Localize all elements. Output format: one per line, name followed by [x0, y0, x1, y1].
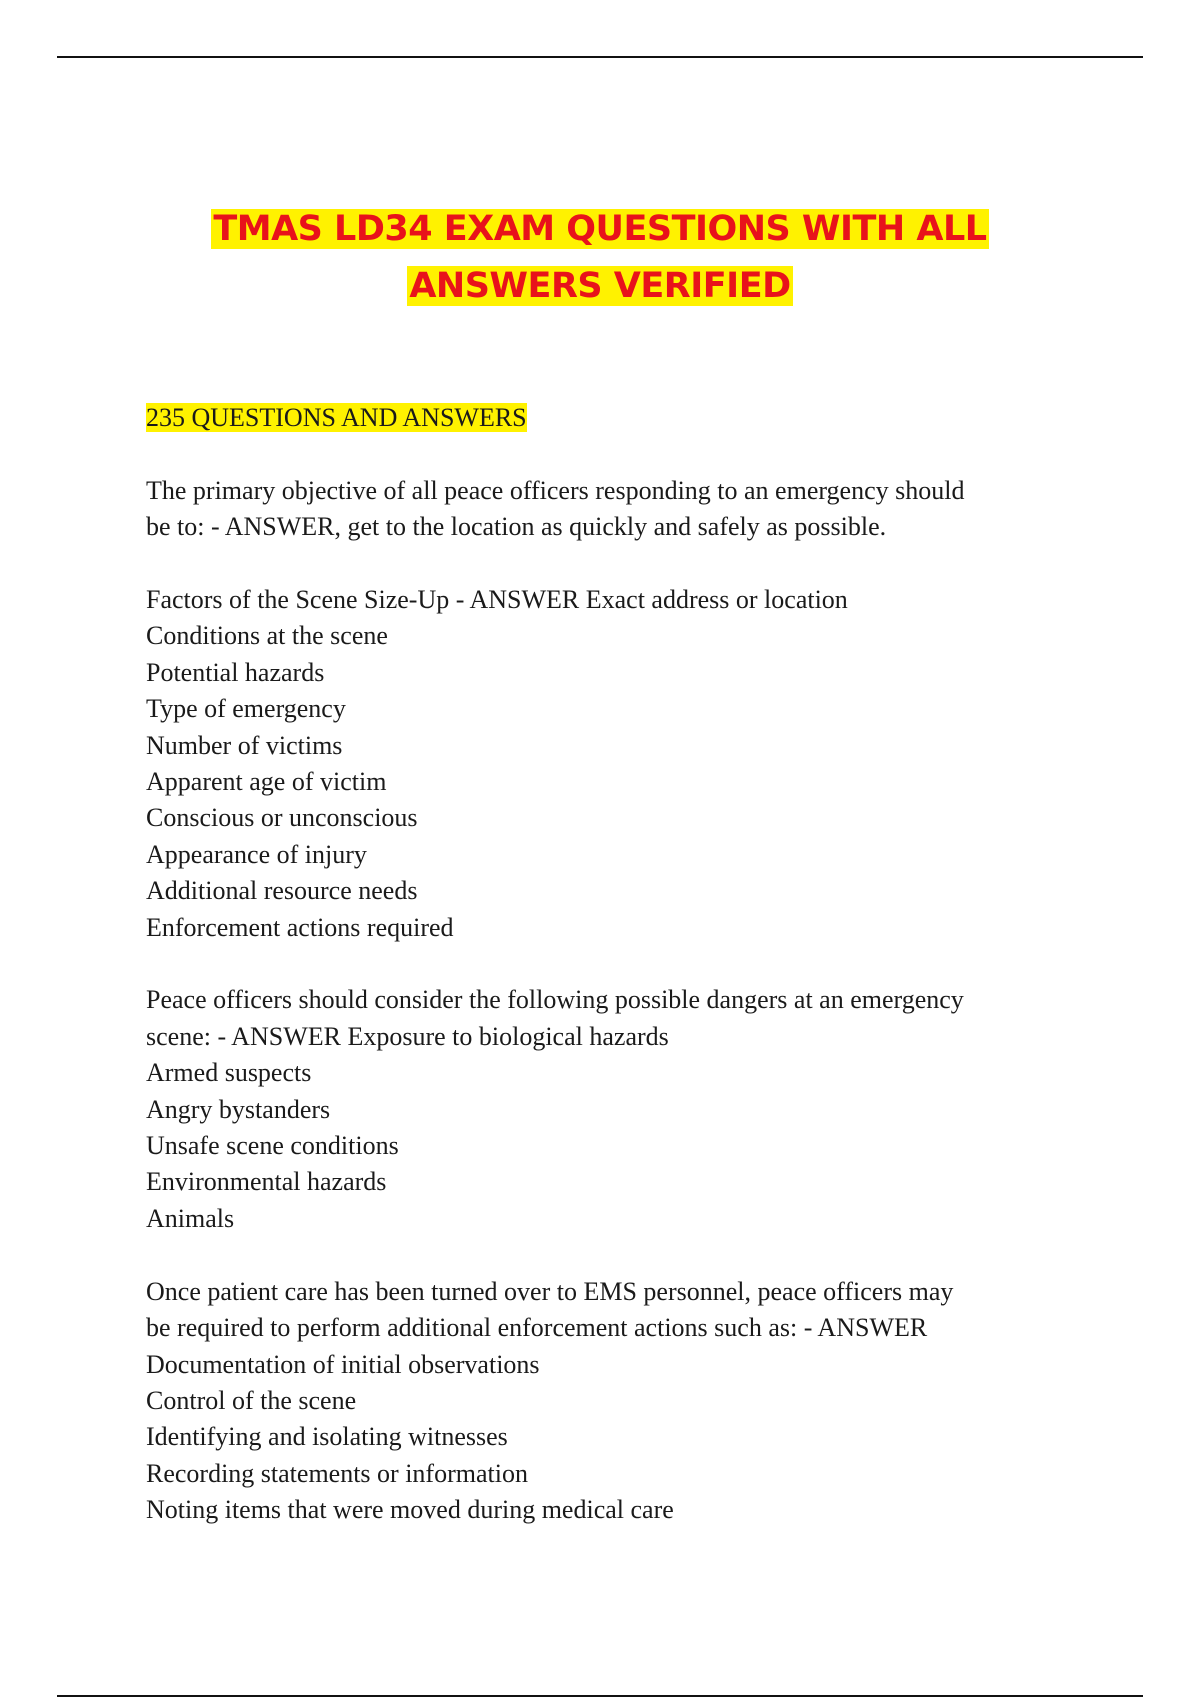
qa-line: Unsafe scene conditions — [146, 1131, 399, 1161]
title-line-1: TMAS LD34 EXAM QUESTIONS WITH ALL — [213, 209, 987, 249]
qa-line: Angry bystanders — [146, 1094, 331, 1124]
qa-line: Documentation of initial observations — [146, 1349, 540, 1379]
qa-line: Environmental hazards — [146, 1167, 387, 1197]
qa-line: Peace officers should consider the following possible dangers at an emergency — [146, 985, 964, 1015]
qa-item — [146, 473, 1056, 546]
qa-line: Potential hazards — [146, 657, 325, 687]
qa-line: Appearance of injury — [146, 839, 367, 869]
header-rule — [57, 56, 1143, 58]
question-count — [146, 400, 1056, 436]
qa-line: Once patient care has been turned over to EMS personnel, peace officers may — [146, 1276, 954, 1306]
document-title — [0, 201, 1200, 315]
question-count-label: 235 QUESTIONS AND ANSWERS — [146, 403, 527, 432]
qa-line: Armed suspects — [146, 1058, 312, 1088]
qa-line: Additional resource needs — [146, 876, 418, 906]
qa-line: The primary objective of all peace officers responding to an emergency should — [146, 475, 965, 505]
qa-line: Animals — [146, 1203, 235, 1233]
qa-line: Conditions at the scene — [146, 621, 388, 651]
qa-line: Control of the scene — [146, 1385, 357, 1415]
qa-item — [146, 582, 1056, 946]
qa-line: Factors of the Scene Size-Up - ANSWER Exact address or location — [146, 585, 848, 614]
qa-line: Identifying and isolating witnesses — [146, 1422, 508, 1452]
document-body — [146, 400, 1056, 1565]
qa-line: Recording statements or information — [146, 1458, 528, 1488]
qa-line: be to: - ANSWER, get to the location as quickly and safely as possible. — [146, 512, 887, 542]
qa-line: be required to perform additional enforcement actions such as: - ANSWER — [146, 1313, 928, 1343]
title-line-2: ANSWERS VERIFIED — [409, 266, 791, 306]
qa-item — [146, 1274, 1056, 1529]
qa-line: Enforcement actions required — [146, 912, 454, 942]
qa-line: Number of victims — [146, 730, 343, 760]
qa-line: Conscious or unconscious — [146, 803, 418, 833]
qa-line: Type of emergency — [146, 694, 346, 724]
qa-line: Apparent age of victim — [146, 767, 387, 797]
footer-rule — [57, 1695, 1143, 1697]
qa-line: scene: - ANSWER Exposure to biological hazards — [146, 1021, 669, 1051]
qa-item — [146, 982, 1056, 1237]
qa-line: Noting items that were moved during medical care — [146, 1495, 674, 1525]
